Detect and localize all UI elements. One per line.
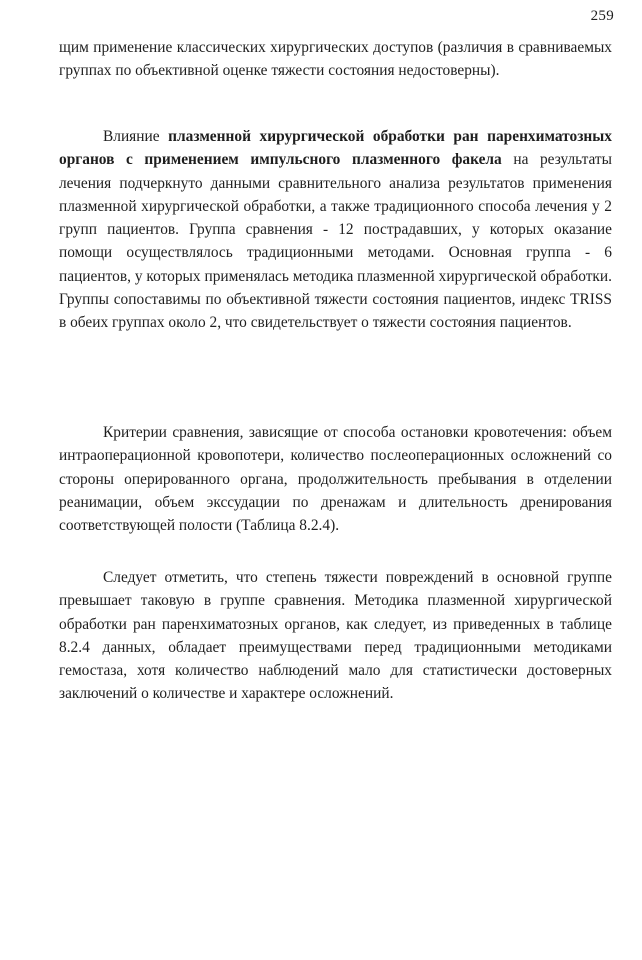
paragraph-text: щим применение классических хирургических доступов (различия в сравниваемых группах по объективной оценке тяжести состояния недостоверны).: [59, 39, 612, 80]
paragraph-bold-phrase: плазменной хирургической обработки ран паренхиматозных органов с применением импульсного плазменного факела: [59, 128, 612, 169]
paragraph-plasma-treatment: [59, 125, 612, 335]
paragraph-body: на результаты лечения подчеркнуто данными сравнительного анализа результатов применения плазменной хирургической обработки, а также традиционного способа лечения у 2 групп пациентов. Группа сравнения - 12 пострадавших, у которых оказание помощи осуществлялось традиционными методами. Основная группа - 6 пациентов, у которых применялась методика плазменной хирургической обработки. Группы сопоставимы по объективной тяжести состояния пациентов, индекс TRISS в обеих группах около 2, что свидетельствует о тяжести состояния пациентов.: [59, 151, 613, 332]
paragraph-text: Критерии сравнения, зависящие от способа остановки кровотечения: объем интраоперационной кровопотери, количество послеоперационных осложнений со стороны оперированного органа, продолжительность пребывания в отделении реанимации, объем экссудации по дренажам и длительность дренирования соответствующей полости (Таблица 8.2.4).: [59, 424, 612, 535]
page-number: 259: [590, 8, 614, 24]
paragraph-comparison-criteria: [59, 421, 612, 537]
paragraph-text: Следует отметить, что степень тяжести повреждений в основной группе превышает таковую в группе сравнения. Методика плазменной хирургической обработки ран паренхиматозных органов, как следует, из приведенных в таблице 8.2.4 данных, обладает преимуществами перед традиционными методиками гемостаза, хотя количество наблюдений мало для статистически достоверных заключений о количестве и характере осложнений.: [59, 569, 612, 703]
paragraph-continuation: [59, 36, 612, 83]
paragraph-lead: Влияние: [103, 128, 169, 145]
paragraph-conclusion: [59, 566, 612, 706]
paragraph-text: [59, 125, 612, 335]
